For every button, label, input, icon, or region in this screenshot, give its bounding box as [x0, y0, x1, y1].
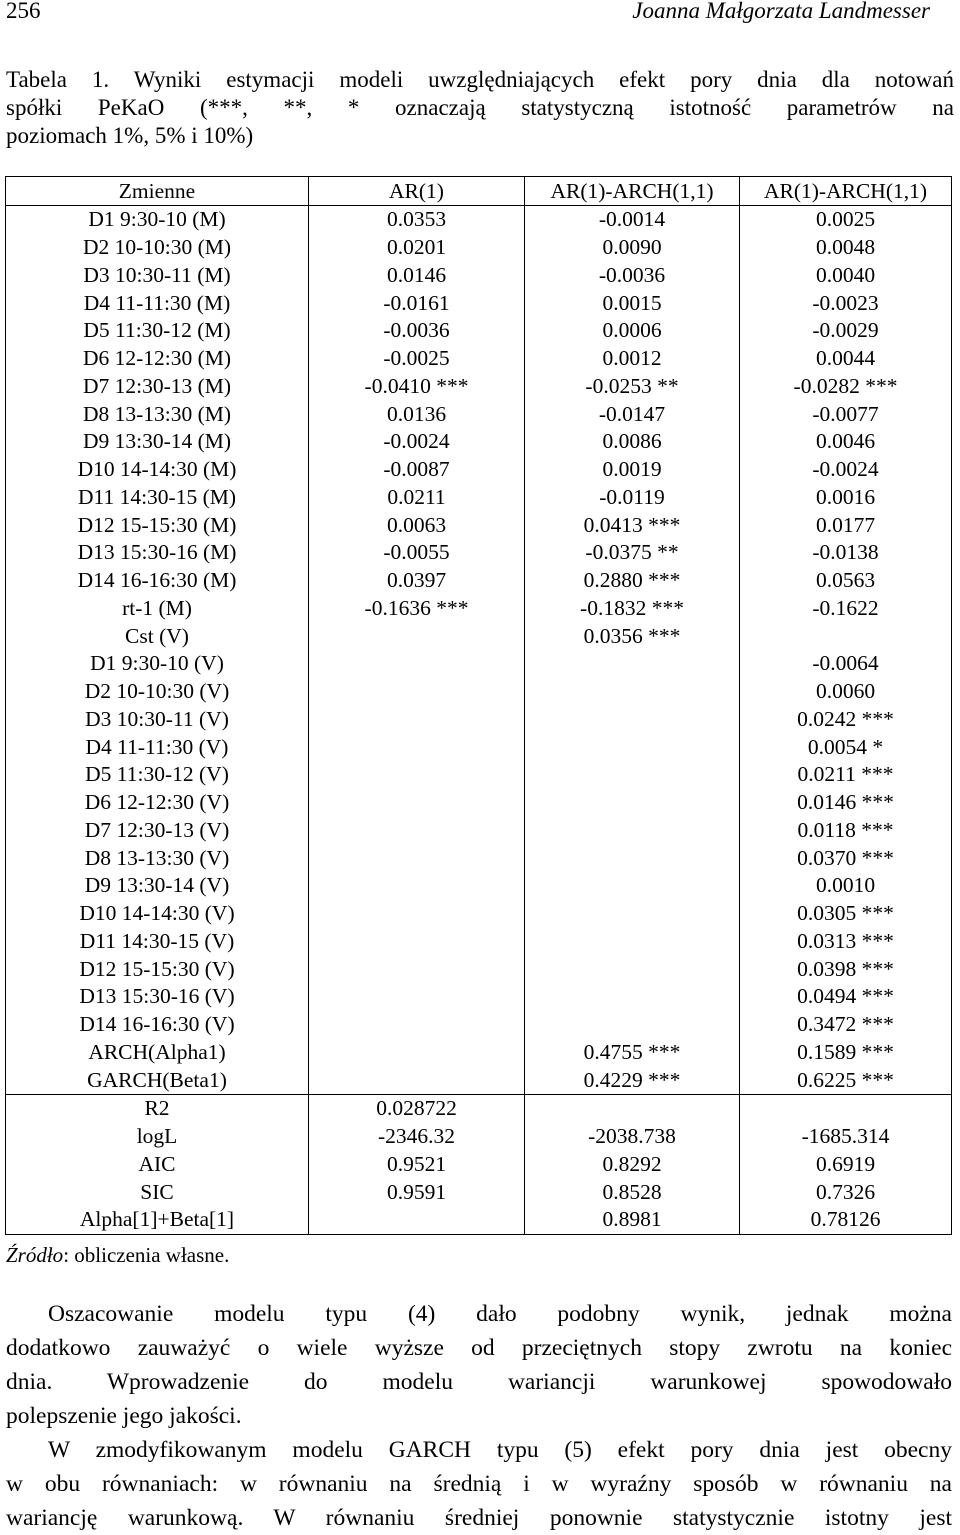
variable-name-cell: logL [6, 1123, 309, 1151]
estimate-cell: 0.0211 [309, 484, 525, 512]
estimate-cell: 0.4229 *** [525, 1066, 740, 1094]
estimate-cell [309, 1039, 525, 1067]
estimate-cell: 0.0177 [740, 511, 952, 539]
estimate-cell [309, 1206, 525, 1234]
estimate-cell: 0.0063 [309, 511, 525, 539]
estimate-cell: -0.0282 *** [740, 373, 952, 401]
paragraph-line: wariancję warunkową. W równaniu średniej ponownie statystycznie istotny jest [6, 1505, 952, 1531]
table-row [6, 456, 952, 484]
estimate-cell [525, 706, 740, 734]
page-header [6, 0, 952, 24]
table-row [6, 1066, 952, 1094]
estimate-cell [309, 650, 525, 678]
estimate-cell: 0.8528 [525, 1178, 740, 1206]
estimate-cell [525, 900, 740, 928]
estimate-cell: -0.0023 [740, 289, 952, 317]
estimate-cell: 0.0015 [525, 289, 740, 317]
estimate-cell [525, 983, 740, 1011]
estimate-cell: 0.6225 *** [740, 1066, 952, 1094]
variable-name-cell: ARCH(Alpha1) [6, 1039, 309, 1067]
variable-name-cell: D5 11:30-12 (V) [6, 761, 309, 789]
estimate-cell [309, 900, 525, 928]
estimate-cell: -0.0410 *** [309, 373, 525, 401]
page-number: 256 [6, 0, 41, 23]
estimate-cell: 0.0136 [309, 400, 525, 428]
variable-name-cell: D12 15-15:30 (M) [6, 511, 309, 539]
estimate-cell: -0.0161 [309, 289, 525, 317]
estimate-cell [309, 872, 525, 900]
variable-name-cell: Alpha[1]+Beta[1] [6, 1206, 309, 1234]
table-row [6, 622, 952, 650]
estimate-cell: 0.0356 *** [525, 622, 740, 650]
variable-name-cell: D13 15:30-16 (M) [6, 539, 309, 567]
estimate-cell: 0.0016 [740, 484, 952, 512]
estimate-cell: 0.0201 [309, 234, 525, 262]
estimate-cell: 0.0242 *** [740, 706, 952, 734]
estimate-cell: 0.0025 [740, 206, 952, 234]
caption-line: Tabela 1. Wyniki estymacji modeli uwzględniających efekt pory dnia dla notowań [6, 67, 954, 92]
estimate-cell: 0.8981 [525, 1206, 740, 1234]
variable-name-cell: D14 16-16:30 (M) [6, 567, 309, 595]
variable-name-cell: D7 12:30-13 (V) [6, 817, 309, 845]
variable-name-cell: D10 14-14:30 (V) [6, 900, 309, 928]
estimate-cell: 0.0146 [309, 262, 525, 290]
estimate-cell: 0.2880 *** [525, 567, 740, 595]
variable-name-cell: D8 13-13:30 (V) [6, 844, 309, 872]
estimate-cell: 0.9521 [309, 1151, 525, 1179]
estimate-cell [309, 622, 525, 650]
table-row [6, 595, 952, 623]
results-table [5, 176, 952, 1235]
estimate-cell: -0.0119 [525, 484, 740, 512]
estimate-cell [309, 706, 525, 734]
table-row [6, 1178, 952, 1206]
table-row [6, 206, 952, 234]
estimate-cell: 0.0211 *** [740, 761, 952, 789]
paragraph-line: dnia. Wprowadzenie do modelu wariancji warunkowej spowodowało [6, 1369, 952, 1395]
source-label: Źródło [6, 1243, 64, 1267]
estimate-cell: 0.0090 [525, 234, 740, 262]
variable-name-cell: Cst (V) [6, 622, 309, 650]
variable-name-cell: D6 12-12:30 (M) [6, 345, 309, 373]
estimate-cell: 0.8292 [525, 1151, 740, 1179]
table-row [6, 567, 952, 595]
estimate-cell: 0.0060 [740, 678, 952, 706]
estimate-cell: -0.0087 [309, 456, 525, 484]
variable-name-cell: D11 14:30-15 (M) [6, 484, 309, 512]
variable-name-cell: D2 10-10:30 (M) [6, 234, 309, 262]
table-row [6, 345, 952, 373]
estimate-cell: -0.0375 ** [525, 539, 740, 567]
estimate-cell: 0.0398 *** [740, 955, 952, 983]
table-source-note [6, 1243, 229, 1268]
variable-name-cell: D4 11-11:30 (M) [6, 289, 309, 317]
table-row [6, 428, 952, 456]
estimate-cell: 0.0397 [309, 567, 525, 595]
variable-name-cell: D11 14:30-15 (V) [6, 928, 309, 956]
estimate-cell [525, 789, 740, 817]
variable-name-cell: SIC [6, 1178, 309, 1206]
table-row [6, 262, 952, 290]
column-header-ar1: AR(1) [309, 177, 525, 206]
estimate-cell: 0.0370 *** [740, 844, 952, 872]
variable-name-cell: GARCH(Beta1) [6, 1066, 309, 1094]
table-row [6, 1151, 952, 1179]
table-row [6, 678, 952, 706]
table-row [6, 928, 952, 956]
variable-name-cell: D3 10:30-11 (M) [6, 262, 309, 290]
variable-name-cell: D8 13-13:30 (M) [6, 400, 309, 428]
estimate-cell: -1685.314 [740, 1123, 952, 1151]
paragraph-line: Oszacowanie modelu typu (4) dało podobny wynik, jednak można [48, 1301, 952, 1327]
estimate-cell [309, 789, 525, 817]
estimate-cell: 0.0010 [740, 872, 952, 900]
estimate-cell: 0.3472 *** [740, 1011, 952, 1039]
paragraph-line: polepszenie jego jakości. [6, 1403, 242, 1429]
running-title: Joanna Małgorzata Landmesser [632, 0, 930, 23]
variable-name-cell: D9 13:30-14 (M) [6, 428, 309, 456]
table-row [6, 1206, 952, 1234]
estimate-cell: 0.0012 [525, 345, 740, 373]
estimate-cell [309, 955, 525, 983]
estimate-cell: 0.0054 * [740, 733, 952, 761]
estimate-cell: 0.0563 [740, 567, 952, 595]
body-paragraph-1 [6, 1297, 952, 1433]
estimate-cell: -0.0014 [525, 206, 740, 234]
estimate-cell [525, 955, 740, 983]
variable-name-cell: D3 10:30-11 (V) [6, 706, 309, 734]
body-paragraph-2 [6, 1433, 952, 1535]
estimate-cell: 0.0305 *** [740, 900, 952, 928]
column-header-variables: Zmienne [6, 177, 309, 206]
estimate-cell [525, 1011, 740, 1039]
estimate-cell: 0.0413 *** [525, 511, 740, 539]
column-header-ar1-arch-a: AR(1)-ARCH(1,1) [525, 177, 740, 206]
paragraph-line: dodatkowo zauważyć o wiele wyższe od przeciętnych stopy zwrotu na koniec [6, 1335, 952, 1361]
estimate-cell [309, 678, 525, 706]
variable-name-cell: D5 11:30-12 (M) [6, 317, 309, 345]
variable-name-cell: D6 12-12:30 (V) [6, 789, 309, 817]
estimate-cell: 0.0019 [525, 456, 740, 484]
estimate-cell: 0.0048 [740, 234, 952, 262]
variable-name-cell: D13 15:30-16 (V) [6, 983, 309, 1011]
estimate-cell [525, 678, 740, 706]
estimate-cell: -0.0064 [740, 650, 952, 678]
table-row [6, 234, 952, 262]
caption-line: spółki PeKaO (***, **, * oznaczają statystyczną istotność parametrów na [6, 95, 954, 120]
estimate-cell [309, 928, 525, 956]
estimate-cell [525, 650, 740, 678]
estimate-cell: -0.0253 ** [525, 373, 740, 401]
table-row [6, 733, 952, 761]
source-text: : obliczenia własne. [63, 1243, 230, 1267]
estimate-cell: 0.0494 *** [740, 983, 952, 1011]
estimate-cell: -0.0147 [525, 400, 740, 428]
table-row [6, 317, 952, 345]
estimate-cell: -0.1622 [740, 595, 952, 623]
variable-name-cell: AIC [6, 1151, 309, 1179]
caption-line: poziomach 1%, 5% i 10%) [6, 123, 254, 148]
variable-name-cell: D4 11-11:30 (V) [6, 733, 309, 761]
table-body [6, 206, 952, 1235]
table-row [6, 1095, 952, 1123]
table-row [6, 706, 952, 734]
variable-name-cell: D14 16-16:30 (V) [6, 1011, 309, 1039]
paragraph-line: W zmodyfikowanym modelu GARCH typu (5) efekt pory dnia jest obecny [48, 1437, 952, 1463]
estimate-cell [309, 844, 525, 872]
estimate-cell: 0.0044 [740, 345, 952, 373]
estimate-cell: 0.0118 *** [740, 817, 952, 845]
estimate-cell: 0.9591 [309, 1178, 525, 1206]
estimate-cell: -0.0029 [740, 317, 952, 345]
table-row [6, 1011, 952, 1039]
variable-name-cell: R2 [6, 1095, 309, 1123]
estimate-cell: 0.0353 [309, 206, 525, 234]
estimate-cell: 0.0046 [740, 428, 952, 456]
estimate-cell [309, 761, 525, 789]
estimate-cell [525, 1095, 740, 1123]
variable-name-cell: D1 9:30-10 (V) [6, 650, 309, 678]
estimate-cell: 0.0146 *** [740, 789, 952, 817]
estimate-cell: -0.0138 [740, 539, 952, 567]
table-row [6, 955, 952, 983]
estimate-cell: -0.0077 [740, 400, 952, 428]
table-row [6, 789, 952, 817]
estimate-cell: 0.78126 [740, 1206, 952, 1234]
estimate-cell: -0.1636 *** [309, 595, 525, 623]
estimate-cell: -2038.738 [525, 1123, 740, 1151]
estimate-cell: -2346.32 [309, 1123, 525, 1151]
table-row [6, 817, 952, 845]
estimate-cell [525, 844, 740, 872]
table-row [6, 289, 952, 317]
variable-name-cell: rt-1 (M) [6, 595, 309, 623]
estimate-cell: -0.0025 [309, 345, 525, 373]
table-row [6, 400, 952, 428]
table-row [6, 539, 952, 567]
table-row [6, 373, 952, 401]
estimate-cell: 0.028722 [309, 1095, 525, 1123]
estimate-cell: 0.0006 [525, 317, 740, 345]
estimate-cell: 0.7326 [740, 1178, 952, 1206]
table-row [6, 900, 952, 928]
column-header-ar1-arch-b: AR(1)-ARCH(1,1) [740, 177, 952, 206]
variable-name-cell: D2 10-10:30 (V) [6, 678, 309, 706]
estimate-cell: -0.0055 [309, 539, 525, 567]
estimate-cell [309, 1066, 525, 1094]
variable-name-cell: D9 13:30-14 (V) [6, 872, 309, 900]
estimate-cell: 0.1589 *** [740, 1039, 952, 1067]
table-row [6, 761, 952, 789]
table-row [6, 511, 952, 539]
estimate-cell [309, 817, 525, 845]
estimate-cell: -0.0036 [525, 262, 740, 290]
estimate-cell [309, 983, 525, 1011]
table-row [6, 872, 952, 900]
paragraph-line: w obu równaniach: w równaniu na średnią i w wyraźny sposób w równaniu na [6, 1471, 952, 1497]
table-caption [6, 66, 954, 150]
table-header-row [6, 177, 952, 206]
estimate-cell [309, 1011, 525, 1039]
estimate-cell [740, 622, 952, 650]
table-row [6, 1039, 952, 1067]
estimate-cell [525, 761, 740, 789]
table-row [6, 1123, 952, 1151]
variable-name-cell: D7 12:30-13 (M) [6, 373, 309, 401]
estimate-cell: -0.0036 [309, 317, 525, 345]
table-row [6, 844, 952, 872]
estimate-cell [525, 817, 740, 845]
estimate-cell [309, 733, 525, 761]
table-row [6, 983, 952, 1011]
estimate-cell: 0.6919 [740, 1151, 952, 1179]
variable-name-cell: D10 14-14:30 (M) [6, 456, 309, 484]
estimate-cell: -0.1832 *** [525, 595, 740, 623]
estimate-cell [525, 928, 740, 956]
variable-name-cell: D1 9:30-10 (M) [6, 206, 309, 234]
table-row [6, 650, 952, 678]
estimate-cell: 0.4755 *** [525, 1039, 740, 1067]
estimate-cell: 0.0086 [525, 428, 740, 456]
estimate-cell [740, 1095, 952, 1123]
estimate-cell [525, 733, 740, 761]
estimate-cell: 0.0040 [740, 262, 952, 290]
variable-name-cell: D12 15-15:30 (V) [6, 955, 309, 983]
estimate-cell [525, 872, 740, 900]
estimate-cell: -0.0024 [740, 456, 952, 484]
estimate-cell: -0.0024 [309, 428, 525, 456]
estimate-cell: 0.0313 *** [740, 928, 952, 956]
table-row [6, 484, 952, 512]
